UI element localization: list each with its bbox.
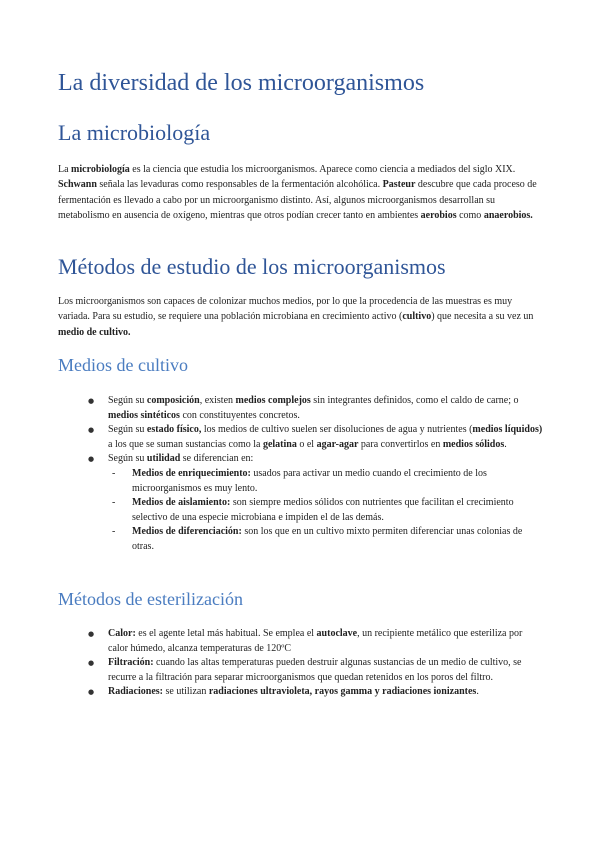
sublist-utilidad bbox=[112, 467, 543, 555]
sublist-item: - Medios de aislamiento: son siempre medios sólidos con nutrientes que facilitan el crecimiento selectivo de una especie microbiana e impiden el de las demás. bbox=[112, 496, 543, 525]
sublist-item: - Medios de enriquecimiento: usados para activar un medio cuando el crecimiento de los microorganismos es muy lento. bbox=[112, 467, 543, 496]
paragraph-microbiologia: La microbiología es la ciencia que estudia los microorganismos. Aparece como ciencia a mediados del siglo XIX. Schwann señala las levaduras como responsables de la fermentación alcohólica. Pasteur descubre que cada proceso de fermentación es llevado a cabo por un microorganismo distinto. Así, algunos microorganismos desarrollan su metabolismo en ausencia de oxígeno, mientras que otros podían crecer tanto en ambientes aerobios como anaerobios. bbox=[58, 164, 537, 222]
list-item: ● Calor: es el agente letal más habitual. Se emplea el autoclave, un recipiente metálico que esteriliza por calor húmedo, alcanza temperaturas de 120ºC bbox=[88, 627, 543, 656]
list-medios-cultivo bbox=[88, 394, 543, 555]
heading-microbiologia: La microbiología bbox=[58, 120, 211, 145]
list-item: ● Filtración: cuando las altas temperaturas pueden destruir algunas sustancias de un medio de cultivo, se recurre a la filtración para separar microorganismos que quedan retenidos en los poros del filtro. bbox=[88, 656, 543, 685]
paragraph-metodos-estudio: Los microorganismos son capaces de colonizar muchos medios, por lo que la procedencia de las muestras es muy variada. Para su estudio, se requiere una población microbiana en crecimiento activo (cultivo) que necesita a su vez un medio de cultivo. bbox=[58, 296, 534, 338]
list-item: ● Según su estado físico, los medios de cultivo suelen ser disoluciones de agua y nutrientes (medios líquidos) a los que se suman sustancias como la gelatina o el agar-agar para convertirlos en medios sólidos. bbox=[88, 423, 543, 452]
heading-metodos-estudio: Métodos de estudio de los microorganismos bbox=[58, 254, 446, 279]
heading-esterilizacion: Métodos de esterilización bbox=[58, 589, 243, 609]
list-item: ● Según su composición, existen medios complejos sin integrantes definidos, como el caldo de carne; o medios sintéticos con constituyentes concretos. bbox=[88, 394, 543, 423]
list-item: ● Radiaciones: se utilizan radiaciones ultravioleta, rayos gamma y radiaciones ionizantes. bbox=[88, 685, 543, 700]
sublist-item: - Medios de diferenciación: son los que en un cultivo mixto permiten diferenciar unas colonias de otras. bbox=[112, 525, 543, 554]
document-title: La diversidad de los microorganismos bbox=[58, 70, 425, 96]
heading-medios-cultivo: Medios de cultivo bbox=[58, 355, 188, 375]
list-item: ● Según su utilidad se diferencian en: - Medios de enriquecimiento: usados para activar un medio cuando el crecimiento de los microorganismos es muy lento. - Medios de aislamiento: son siempre medios sólidos con nutrientes que facilitan el crecimiento selectivo de una especie microbiana e impiden el de las demás. - Medios de diferenciación: son los que en un cultivo mixto permiten diferenciar unas colonias de otras. bbox=[88, 452, 543, 554]
list-esterilizacion bbox=[88, 627, 543, 700]
